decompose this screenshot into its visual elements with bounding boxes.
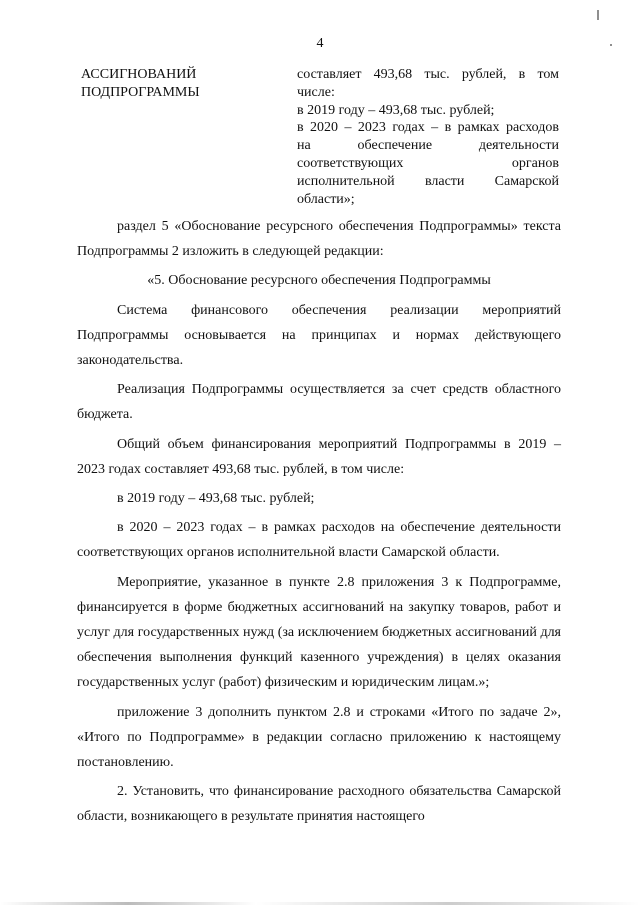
scan-mark-top (597, 10, 599, 20)
table-right-line: исполнительной власти Самарской (297, 173, 559, 189)
paragraph: в 2019 году – 493,68 тыс. рублей; (117, 491, 315, 507)
document-body (77, 214, 561, 834)
scan-mark-right (610, 44, 612, 46)
table-right-column (297, 66, 559, 208)
table-right-line: на обеспечение деятельности (297, 138, 559, 154)
table-right-line: в 2019 году – 493,68 тыс. рублей; (297, 102, 495, 118)
table-left-line: ПОДПРОГРАММЫ (81, 84, 200, 100)
paragraph: в 2020 – 2023 годах – в рамках расходов на обеспечение деятельности соответствующих органов исполнительной власти Самарской области. (77, 520, 561, 561)
table-left-line: АССИГНОВАНИЙ (81, 67, 197, 82)
table-right-line: составляет 493,68 тыс. рублей, в том (297, 67, 559, 82)
table-right-line: числе: (297, 84, 335, 100)
paragraph: Система финансового обеспечения реализации мероприятий Подпрограммы основывается на принципах и нормах действующего законодательства. (77, 302, 561, 369)
paragraph: Общий объем финансирования мероприятий Подпрограммы в 2019 – 2023 годах составляет 493,68 тыс. рублей, в том числе: (77, 436, 561, 477)
paragraph: 2. Установить, что финансирование расходного обязательства Самарской области, возникающего в результате принятия настоящего (77, 784, 561, 825)
paragraph: приложение 3 дополнить пунктом 2.8 и строками «Итого по задаче 2», «Итого по Подпрограмме» в редакции согласно приложению к настоящему постановлению. (77, 704, 561, 771)
table-left-column (81, 66, 281, 102)
table-right-line: области»; (297, 191, 355, 207)
paragraph: Реализация Подпрограммы осуществляется за счет средств областного бюджета. (77, 382, 561, 423)
table-right-line: в 2020 – 2023 годах – в рамках расходов (297, 120, 559, 136)
paragraph: раздел 5 «Обоснование ресурсного обеспечения Подпрограммы» текста Подпрограммы 2 изложить в следующей редакции: (77, 219, 561, 260)
page-number: 4 (316, 36, 324, 51)
paragraph: Мероприятие, указанное в пункте 2.8 приложения 3 к Подпрограмме, финансируется в форме бюджетных ассигнований на закупку товаров, работ и услуг для государственных нужд (за исключением бюджетных ассигнований для обеспечения выполнения функций казенного учреждения) в целях оказания государственных услуг (работ) физическим и юридическим лицам.»; (77, 574, 561, 691)
table-right-line: соответствующих органов (297, 155, 559, 171)
section-heading: «5. Обоснование ресурсного обеспечения Подпрограммы (147, 273, 491, 289)
